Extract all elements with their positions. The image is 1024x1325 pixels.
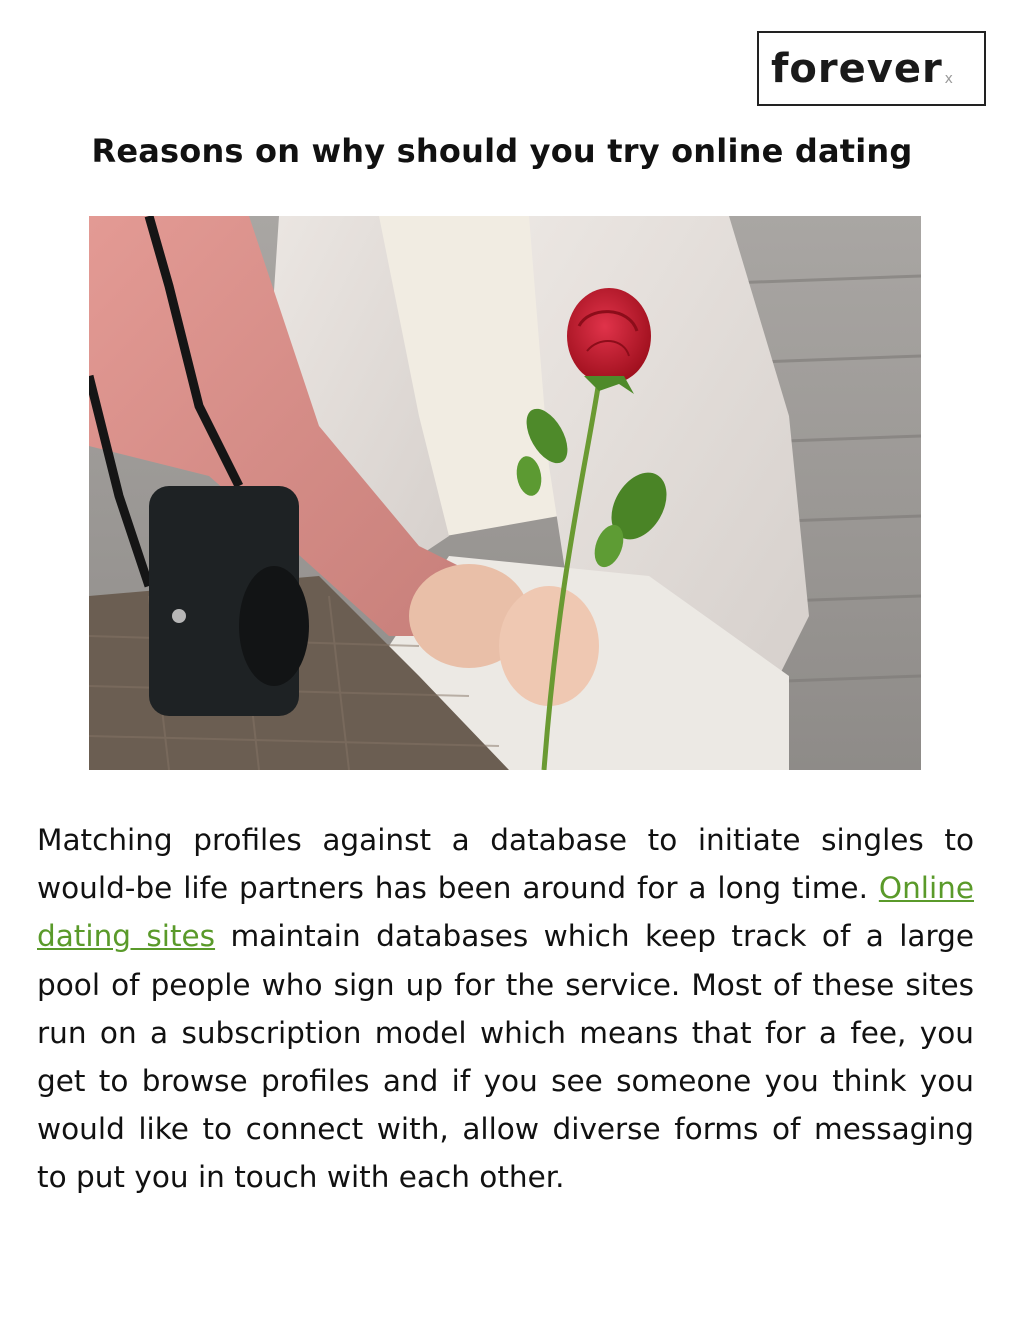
paragraph-text-end: maintain databases which keep track of a large pool of people who sign up for the service. Most of these sites run on a subscription model which means that for a fee, you get to browse profiles and if you see someone you think you would like to connect with, allow diverse forms of messaging to put you in touch with each other. <box>37 919 974 1195</box>
online-dating-sites-link[interactable]: Online dating sites <box>37 871 974 954</box>
logo-mark: x <box>944 70 953 87</box>
article-paragraph <box>37 816 974 1202</box>
logo-wordmark: forever <box>771 45 943 92</box>
brand-logo <box>757 31 986 106</box>
couple-holding-rose-photo <box>89 216 921 770</box>
paragraph-text-start: Matching profiles against a database to initiate singles to would-be life partners has been around for a long time. <box>37 823 974 906</box>
page-title: Reasons on why should you try online dating <box>91 132 913 170</box>
